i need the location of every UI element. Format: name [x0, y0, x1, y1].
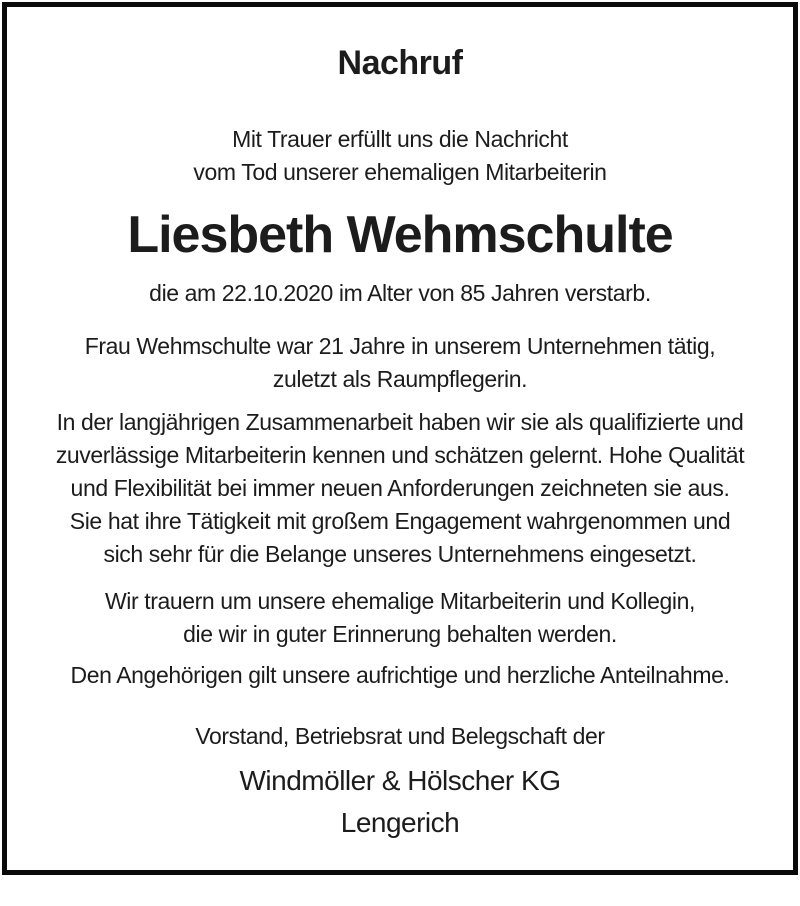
intro-line: vom Tod unserer ehemaligen Mitarbeiterin	[35, 156, 765, 189]
company-name: Windmöller & Hölscher KG	[35, 761, 765, 801]
mourning-line: die wir in guter Erinnerung behalten werden.	[35, 618, 765, 651]
tenure-paragraph	[35, 330, 765, 396]
obituary-notice	[7, 43, 793, 906]
company-location: Lengerich	[35, 803, 765, 843]
appreciation-line: In der langjährigen Zusammenarbeit haben wir sie als qualifizierte und	[35, 406, 765, 439]
appreciation-paragraph	[35, 406, 765, 571]
notice-title: Nachruf	[35, 43, 765, 83]
obituary-notice-frame	[2, 2, 798, 875]
intro-line: Mit Trauer erfüllt uns die Nachricht	[35, 123, 765, 156]
appreciation-line: Sie hat ihre Tätigkeit mit großem Engagement wahrgenommen und	[35, 505, 765, 538]
intro-paragraph	[35, 123, 765, 189]
appreciation-line: sich sehr für die Belange unseres Unternehmens eingesetzt.	[35, 538, 765, 571]
tenure-line: zuletzt als Raumpflegerin.	[35, 363, 765, 396]
condolence-line: Den Angehörigen gilt unsere aufrichtige und herzliche Anteilnahme.	[35, 659, 765, 692]
death-date-line: die am 22.10.2020 im Alter von 85 Jahren verstarb.	[35, 277, 765, 310]
appreciation-line: zuverlässige Mitarbeiterin kennen und schätzen gelernt. Hohe Qualität	[35, 439, 765, 472]
deceased-name: Liesbeth Wehmschulte	[35, 207, 765, 263]
appreciation-line: und Flexibilität bei immer neuen Anforderungen zeichneten sie aus.	[35, 472, 765, 505]
signature-line: Vorstand, Betriebsrat und Belegschaft der	[35, 720, 765, 753]
mourning-line: Wir trauern um unsere ehemalige Mitarbeiterin und Kollegin,	[35, 585, 765, 618]
mourning-paragraph	[35, 585, 765, 651]
tenure-line: Frau Wehmschulte war 21 Jahre in unserem Unternehmen tätig,	[35, 330, 765, 363]
